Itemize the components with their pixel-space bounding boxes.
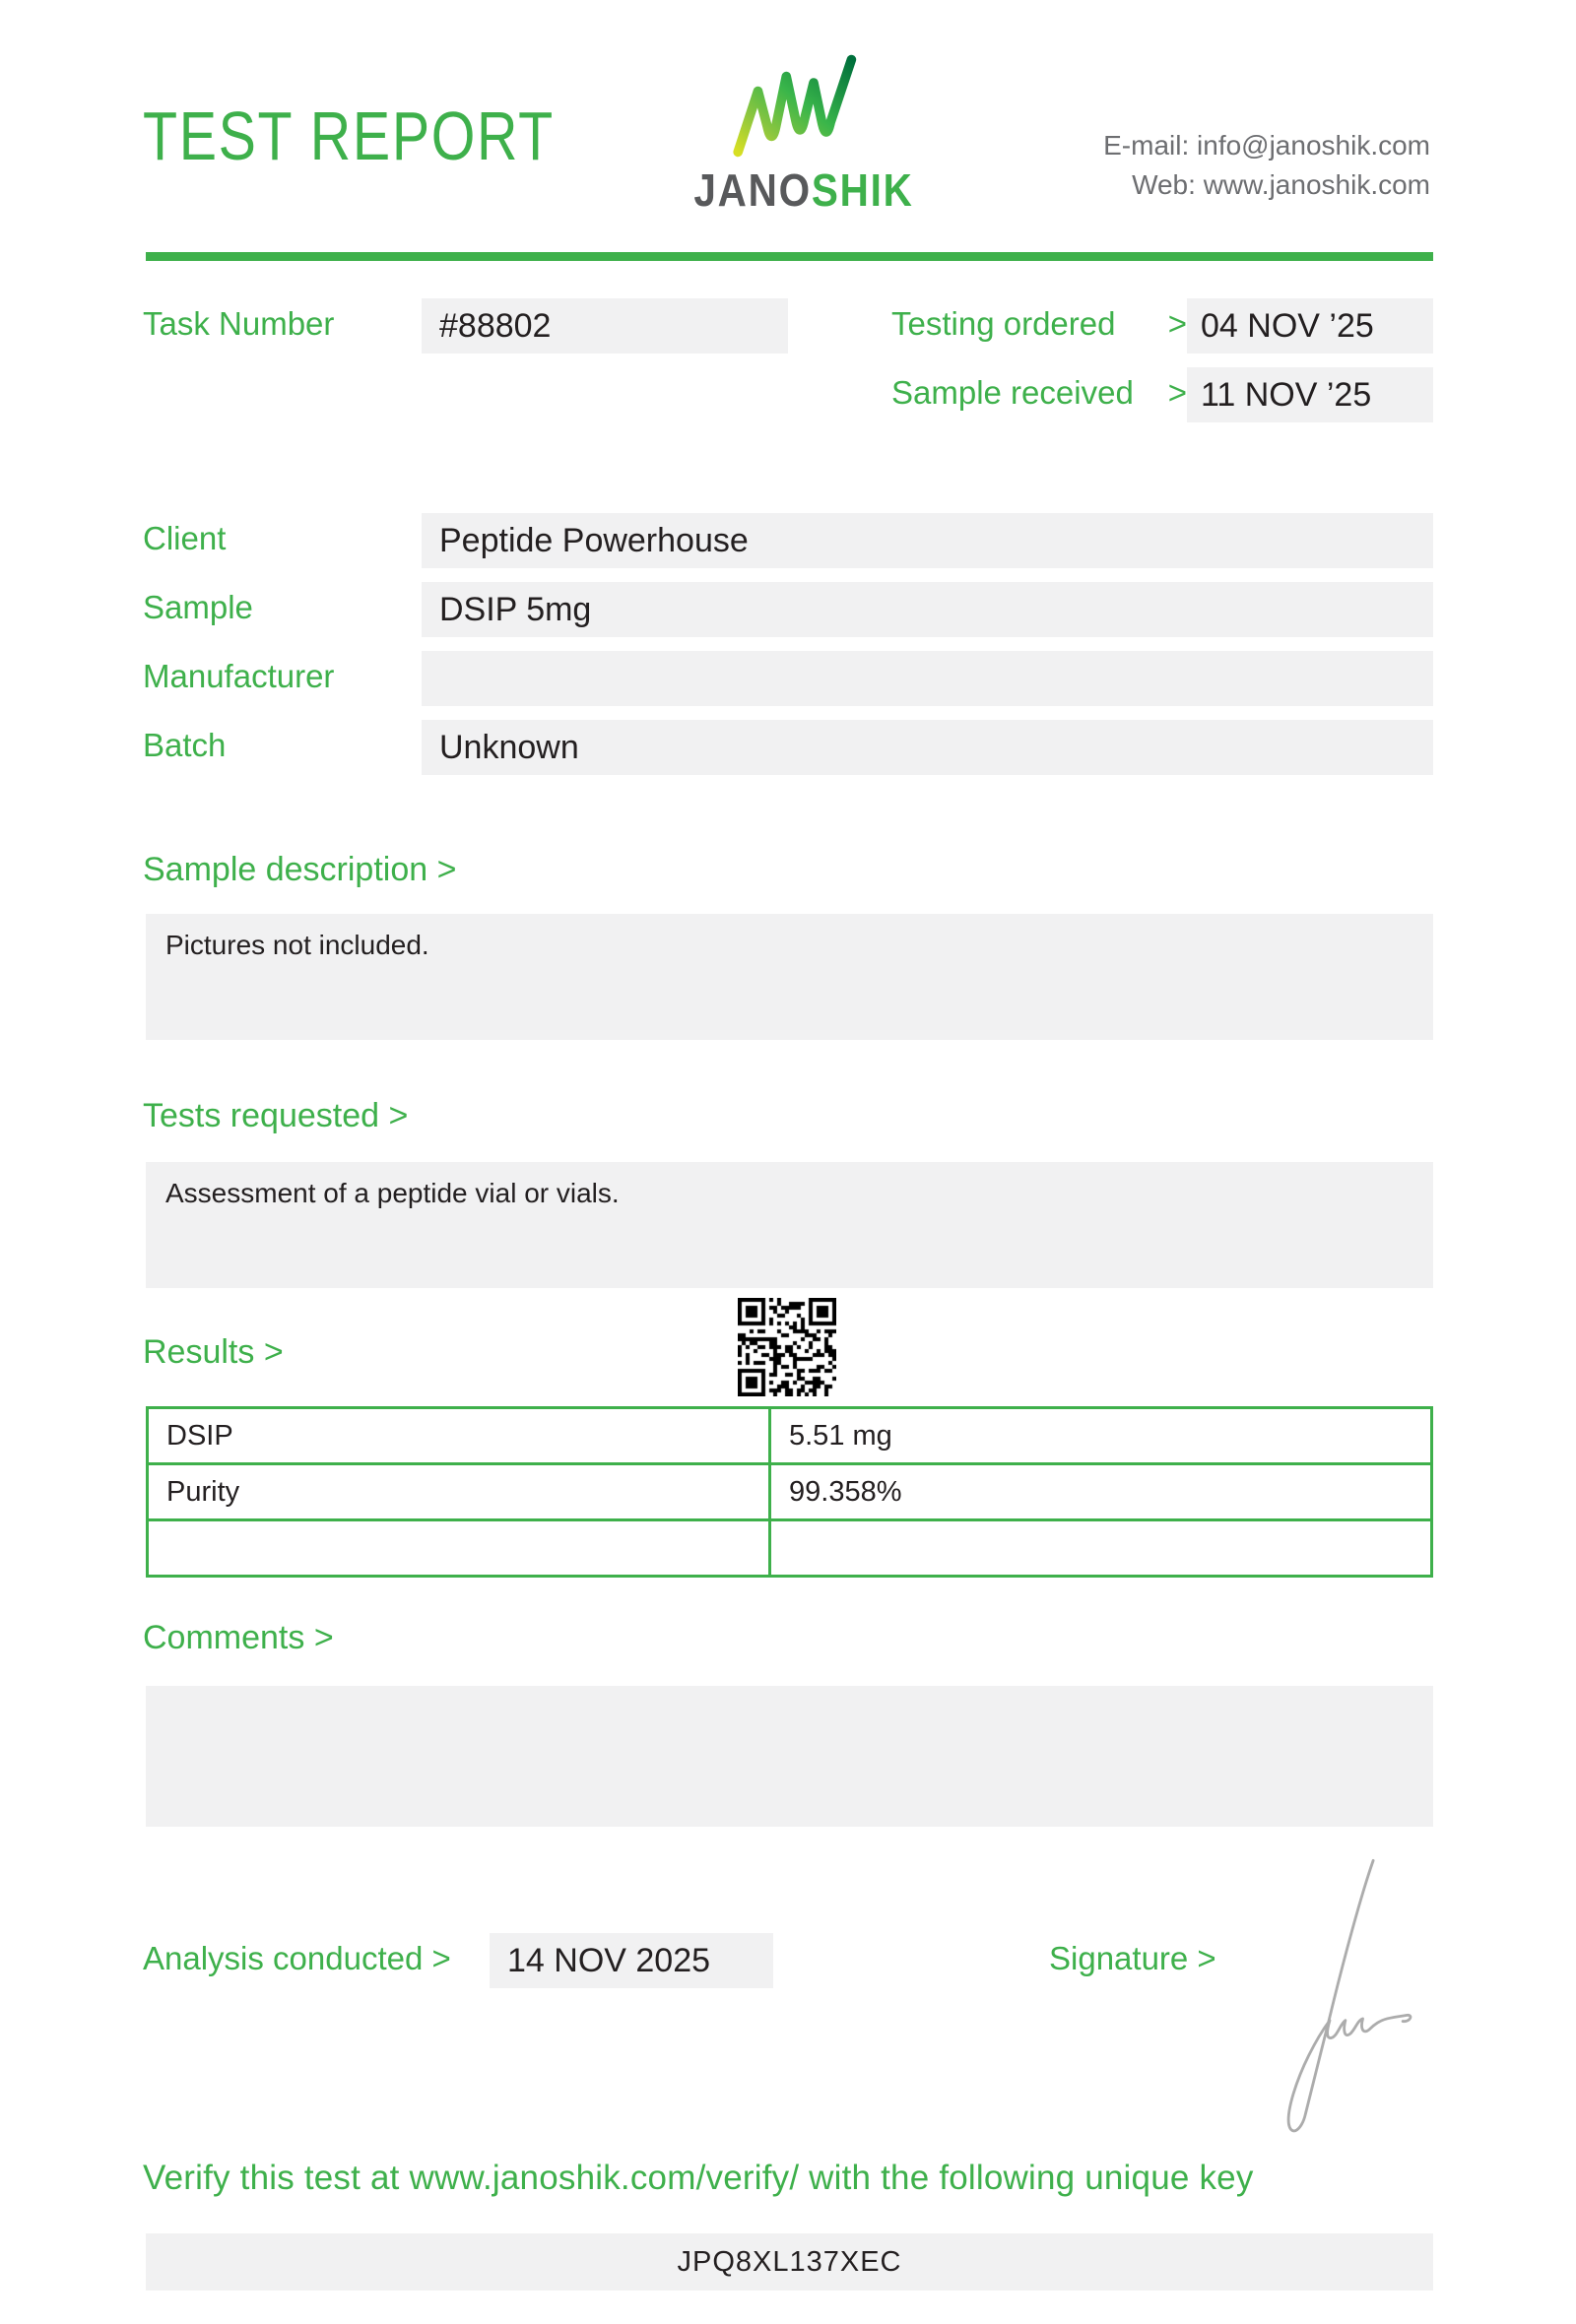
contact-block [1103, 126, 1430, 205]
contact-email: E-mail: info@janoshik.com [1103, 130, 1430, 161]
trend-chart-icon [724, 51, 872, 161]
client-label: Client [143, 520, 227, 556]
results-table [146, 1406, 1433, 1578]
batch-value: Unknown [422, 720, 1433, 775]
testing-ordered-arrow: > [1167, 305, 1187, 342]
result-value-cell: 5.51 mg [770, 1408, 1432, 1464]
manufacturer-label: Manufacturer [143, 658, 335, 694]
result-name-cell: Purity [148, 1464, 770, 1520]
signature-image [1271, 1853, 1418, 2139]
result-value-cell: 99.358% [770, 1464, 1432, 1520]
page-title: TEST REPORT [143, 97, 555, 174]
sample-received-value: 11 NOV ’25 [1187, 367, 1433, 422]
result-name-cell [148, 1520, 770, 1577]
contact-web: Web: www.janoshik.com [1132, 169, 1430, 200]
result-value-cell [770, 1520, 1432, 1577]
header-rule [146, 252, 1433, 261]
sample-description-heading: Sample description > [143, 851, 457, 888]
testing-ordered-label: Testing ordered > [891, 305, 1187, 342]
analysis-conducted-label: Analysis conducted > [143, 1940, 451, 1976]
batch-label: Batch [143, 727, 227, 763]
sample-received-arrow: > [1167, 374, 1187, 411]
tests-requested-box: Assessment of a peptide vial or vials. [146, 1162, 1433, 1288]
results-heading: Results > [143, 1333, 284, 1371]
result-row [148, 1464, 1432, 1520]
unique-key-value: JPQ8XL137XEC [677, 2245, 902, 2278]
verify-text: Verify this test at www.janoshik.com/verify/ with the following unique key [143, 2159, 1254, 2197]
brand-logo [680, 51, 916, 217]
sample-description-box: Pictures not included. [146, 914, 1433, 1040]
tests-requested-heading: Tests requested > [143, 1097, 409, 1134]
result-name-cell: DSIP [148, 1408, 770, 1464]
client-value: Peptide Powerhouse [422, 513, 1433, 568]
sample-received-label: Sample received > [891, 374, 1187, 411]
brand-wordmark [693, 163, 914, 217]
result-row [148, 1520, 1432, 1577]
task-number-label: Task Number [143, 305, 335, 342]
signature-label: Signature > [1049, 1940, 1216, 1976]
comments-box [146, 1686, 1433, 1827]
brand-wordmark-left: JANO [693, 164, 812, 216]
testing-ordered-value: 04 NOV ’25 [1187, 298, 1433, 354]
task-number-value: #88802 [422, 298, 788, 354]
qr-code [738, 1298, 836, 1396]
sample-value: DSIP 5mg [422, 582, 1433, 637]
sample-label: Sample [143, 589, 253, 625]
unique-key-box [146, 2233, 1433, 2291]
result-row [148, 1408, 1432, 1464]
comments-heading: Comments > [143, 1619, 334, 1656]
analysis-date-value: 14 NOV 2025 [490, 1933, 773, 1988]
manufacturer-value [422, 651, 1433, 706]
brand-wordmark-right: SHIK [811, 164, 914, 216]
